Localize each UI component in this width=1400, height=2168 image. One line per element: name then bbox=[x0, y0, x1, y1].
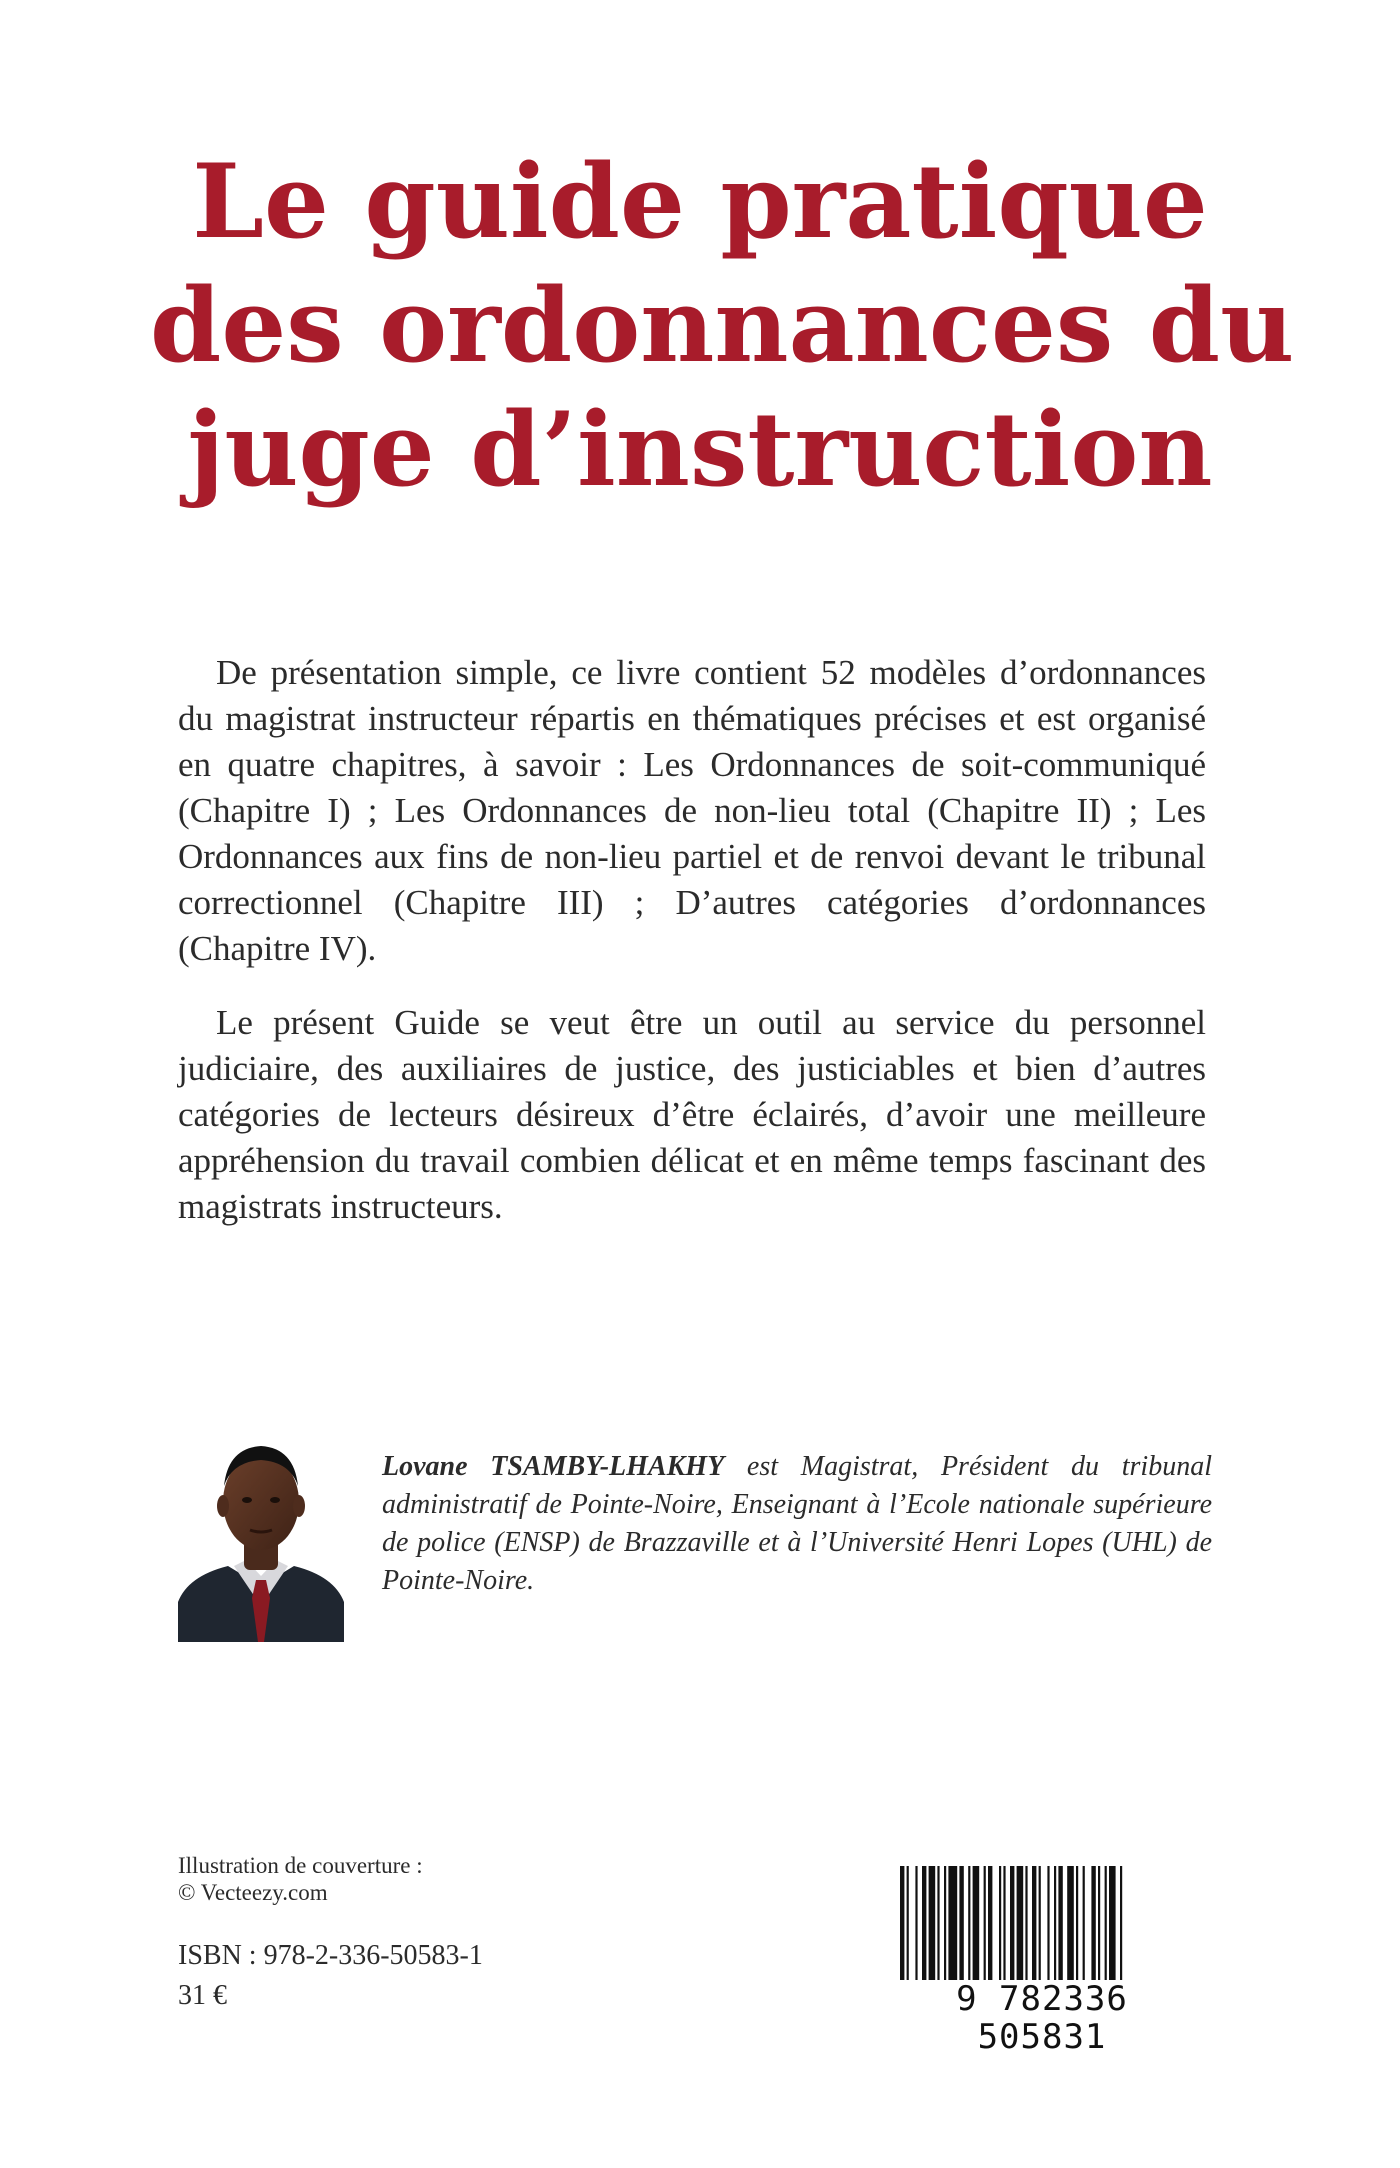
barcode-bar bbox=[922, 1866, 926, 1980]
author-bio-text: est Magistrat, Président du tribunal administratif de Pointe-Noire, Enseignant à l’Ecole nationale supérieure de police (ENSP) de Brazzaville et à l’Université Henri Lopes (UHL) de Pointe-Noire. bbox=[382, 1451, 1212, 1596]
cover-credits bbox=[178, 1852, 423, 1906]
isbn-block bbox=[178, 1936, 483, 2016]
author-name: Lovane TSAMBY-LHAKHY bbox=[382, 1451, 725, 1482]
barcode-bar bbox=[915, 1866, 917, 1980]
barcode-bar bbox=[1025, 1866, 1027, 1980]
barcode-bar bbox=[1091, 1866, 1095, 1980]
barcode-bar bbox=[1047, 1866, 1049, 1980]
barcode-bar bbox=[984, 1866, 986, 1980]
barcode-bar bbox=[1017, 1866, 1024, 1980]
barcode-bar bbox=[900, 1866, 904, 1980]
title-line-3: juge d’instruction bbox=[187, 390, 1213, 510]
barcode-bar bbox=[973, 1866, 980, 1980]
barcode-bar bbox=[1032, 1866, 1036, 1980]
barcode-digits: 9 782336 505831 bbox=[886, 1980, 1198, 2056]
barcode-bar bbox=[988, 1866, 992, 1980]
barcode-bar bbox=[968, 1866, 970, 1980]
barcode-bar bbox=[959, 1866, 963, 1980]
barcode-bar bbox=[1109, 1866, 1116, 1980]
blurb-paragraph-2: Le présent Guide se veut être un outil au service du personnel judiciaire, des auxiliaires de justice, des justiciables et bien d’autres catégories de lecteurs désireux d’être éclairés, d’avoir une meilleure appréhension du travail combien délicat et en même temps fascinant des magistrats instructeurs. bbox=[178, 1003, 1206, 1226]
barcode bbox=[886, 1862, 1198, 2057]
barcode-bar bbox=[1105, 1866, 1107, 1980]
blurb-paragraph-1: De présentation simple, ce livre contient 52 modèles d’ordonnances du magistrat instructeur répartis en thématiques précises et est organisé en quatre chapitres, à savoir : Les Ordonnances de soit-communiqué (Chapitre I) ; Les Ordonnances de non-lieu total (Chapitre II) ; Les Ordonnances aux fins de non-lieu partiel et de renvoi devant le tribunal correctionnel (Chapitre III) ; D’autres catégories d’ordonnances (Chapitre IV). bbox=[178, 653, 1206, 968]
author-bio bbox=[382, 1448, 1212, 1600]
barcode-icon bbox=[886, 1862, 1198, 1982]
barcode-bar bbox=[1010, 1866, 1014, 1980]
barcode-bar bbox=[937, 1866, 939, 1980]
barcode-bar bbox=[1003, 1866, 1005, 1980]
author-portrait-icon bbox=[178, 1426, 344, 1642]
barcode-bar bbox=[1098, 1866, 1100, 1980]
barcode-bar bbox=[1067, 1866, 1074, 1980]
barcode-bar bbox=[948, 1866, 957, 1980]
title-line-1: Le guide pratique bbox=[192, 142, 1208, 262]
book-blurb bbox=[178, 650, 1206, 1258]
book-title bbox=[150, 140, 1295, 512]
barcode-bar bbox=[1039, 1866, 1041, 1980]
credits-label: Illustration de couverture : bbox=[178, 1853, 423, 1878]
barcode-bar bbox=[944, 1866, 946, 1980]
barcode-bar bbox=[1076, 1866, 1078, 1980]
price: 31 € bbox=[178, 1980, 227, 2011]
barcode-bar bbox=[907, 1866, 909, 1980]
barcode-bar bbox=[929, 1866, 936, 1980]
author-photo bbox=[178, 1426, 344, 1642]
barcode-bar bbox=[1083, 1866, 1085, 1980]
title-line-2: des ordonnances du bbox=[150, 266, 1295, 386]
isbn-number: ISBN : 978-2-336-50583-1 bbox=[178, 1940, 483, 1971]
barcode-bar bbox=[1120, 1866, 1122, 1980]
barcode-bar bbox=[1058, 1866, 1062, 1980]
barcode-bar bbox=[999, 1866, 1001, 1980]
credits-source: © Vecteezy.com bbox=[178, 1880, 328, 1905]
barcode-bar bbox=[1054, 1866, 1056, 1980]
